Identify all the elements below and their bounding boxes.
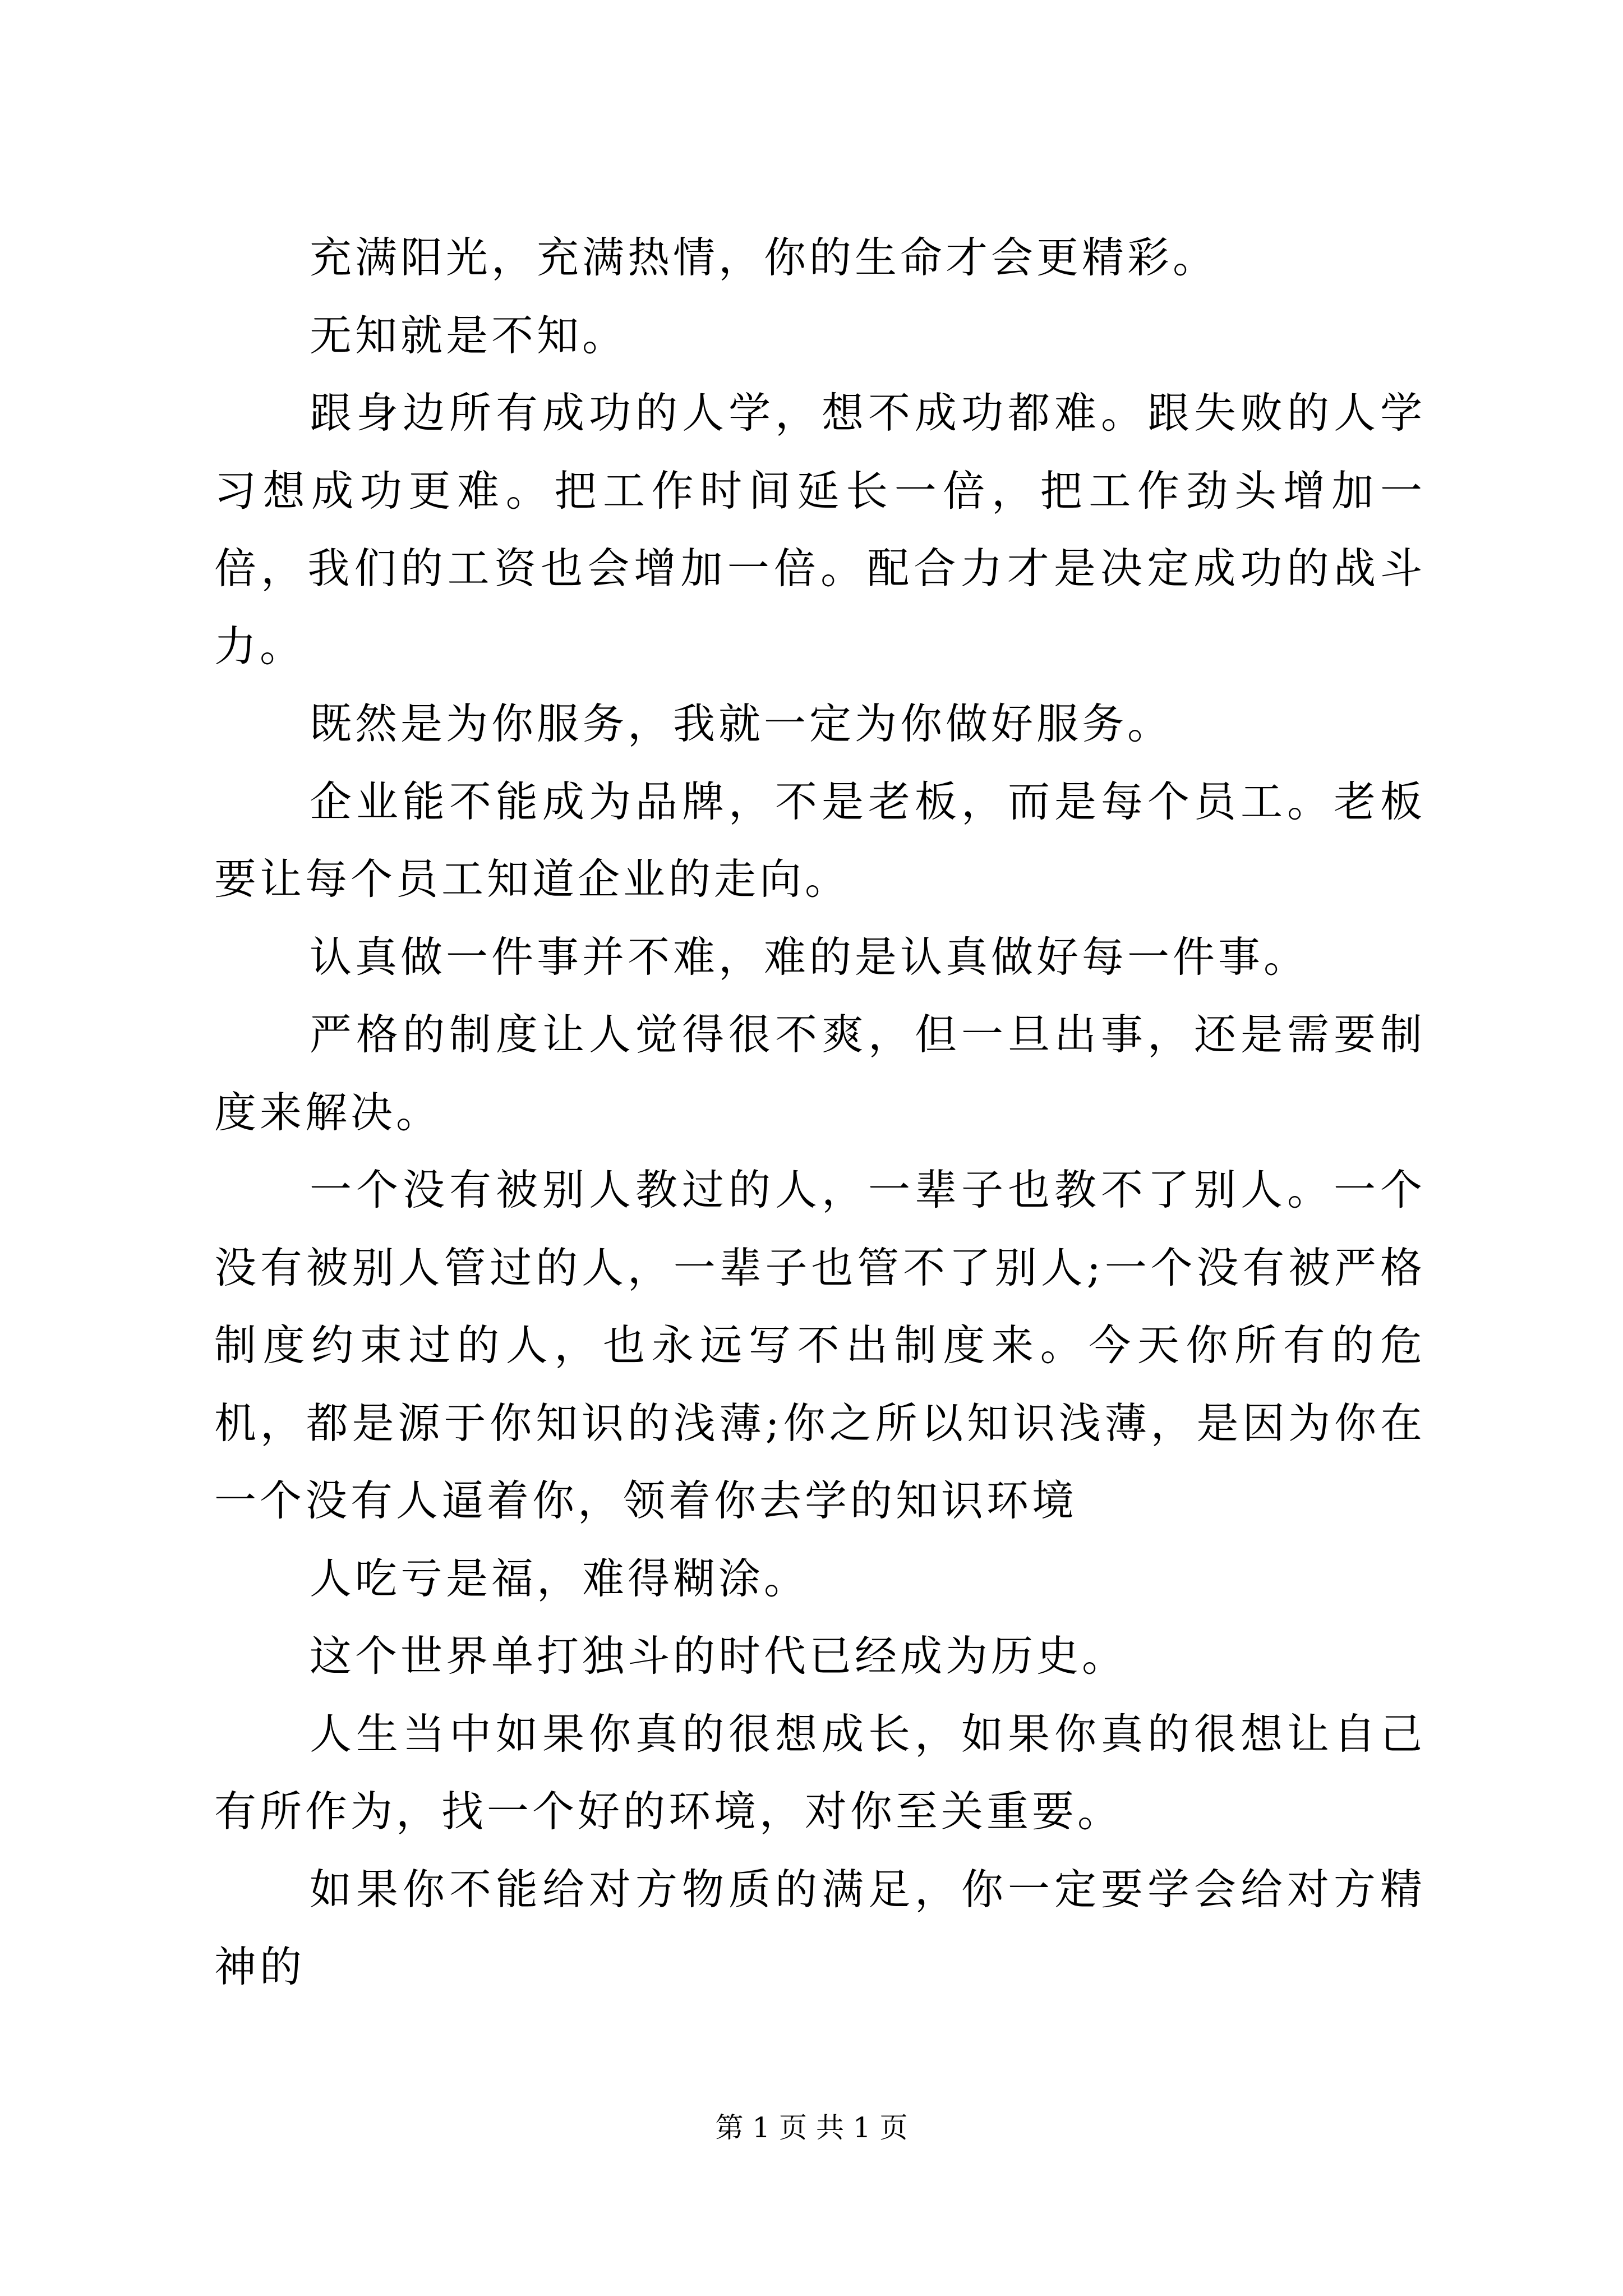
paragraph: 充满阳光，充满热情，你的生命才会更精彩。 [310,233,1219,282]
paragraph: 如果你不能给对方物质的满足，你一定要学会给对方精神的 [214,1864,1426,1991]
document-body [214,219,1426,2006]
paragraph: 既然是为你服务，我就一定为你做好服务。 [310,699,1173,748]
paragraph: 认真做一件事并不难，难的是认真做好每一件事。 [310,932,1310,982]
paragraph: 严格的制度让人觉得很不爽，但一旦出事，还是需要制度来解决。 [214,1010,1426,1137]
paragraph: 一个没有被别人教过的人，一辈子也教不了别人。一个没有被别人管过的人，一辈子也管不了别人;一个没有被严格制度约束过的人，也永远写不出制度来。今天你所有的危机，都是源于你知识的浅薄;你之所以知识浅薄，是因为你在一个没有人逼着你，领着你去学的知识环境 [214,1165,1426,1525]
paragraph: 企业能不能成为品牌，不是老板，而是每个员工。老板要让每个员工知道企业的走向。 [214,776,1426,904]
paragraph: 这个世界单打独斗的时代已经成为历史。 [310,1631,1128,1681]
paragraph: 无知就是不知。 [310,310,628,360]
page-number-footer: 第 1 页 共 1 页 [715,2111,908,2144]
paragraph: 跟身边所有成功的人学，想不成功都难。跟失败的人学习想成功更难。把工作时间延长一倍，把工作劲头增加一倍，我们的工资也会增加一倍。配合力才是决定成功的战斗力。 [214,388,1426,671]
paragraph: 人生当中如果你真的很想成长，如果你真的很想让自己有所作为，找一个好的环境，对你至关重要。 [214,1709,1426,1836]
paragraph: 人吃亏是福，难得糊涂。 [310,1553,810,1603]
